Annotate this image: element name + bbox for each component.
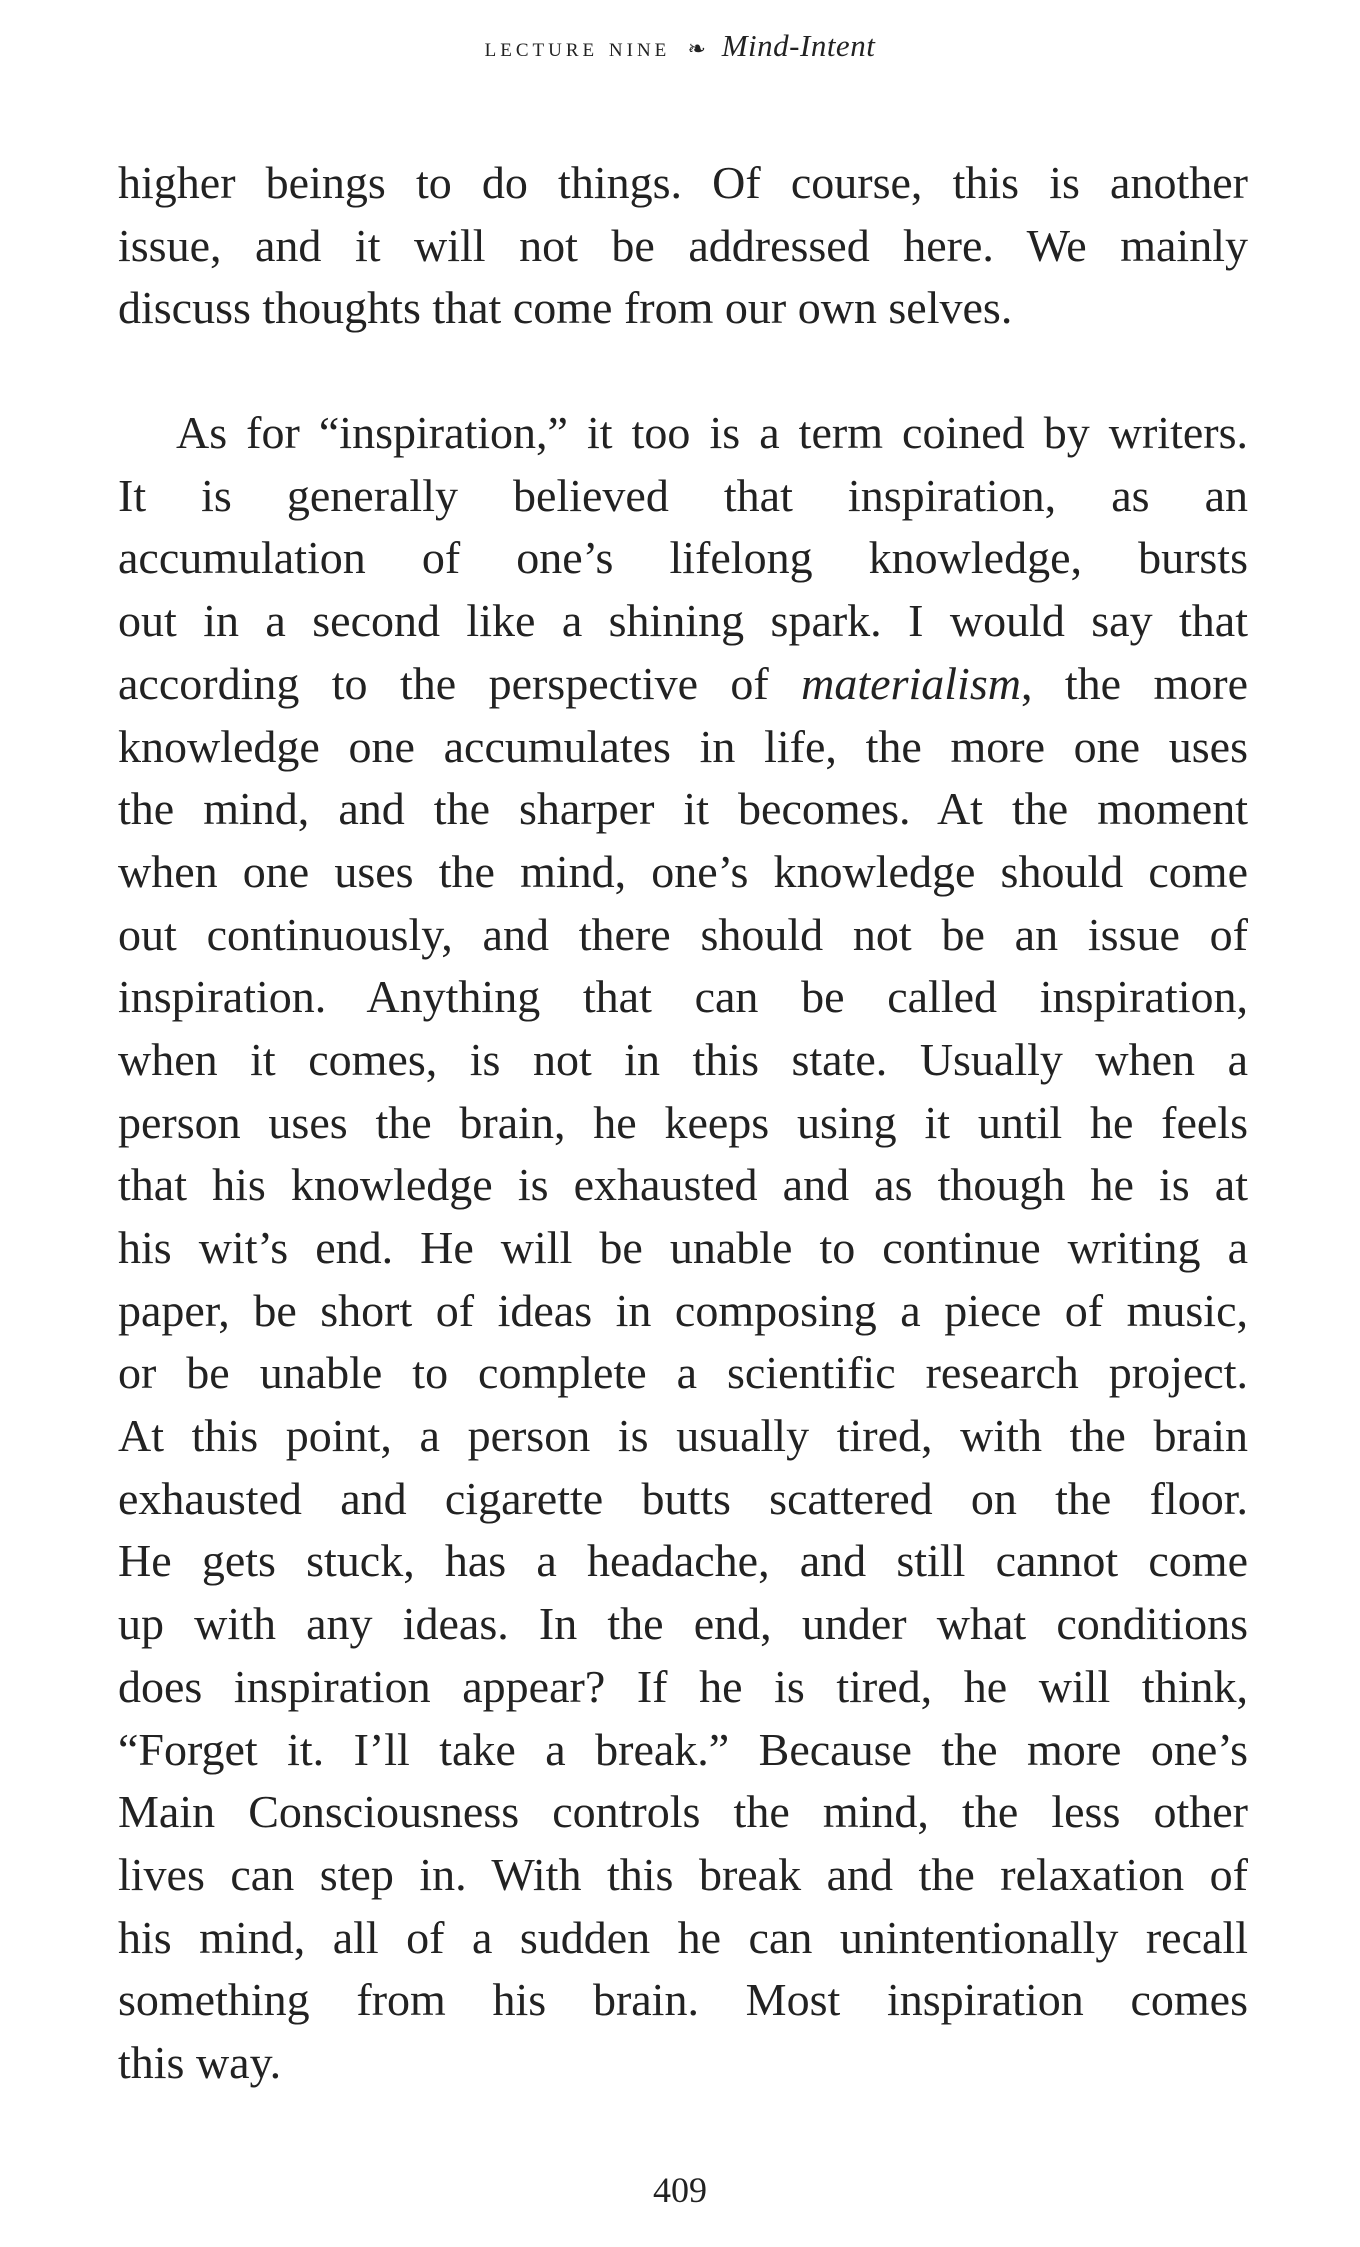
text-line: when it comes, is not in this state. Usually when a (118, 1033, 1248, 1085)
text-line: He gets stuck, has a headache, and still cannot come (118, 1535, 1248, 1587)
text-line: knowledge one accumulates in life, the more one uses (118, 720, 1248, 772)
body-text (118, 152, 1248, 2095)
text-line: issue, and it will not be addressed here. We mainly (118, 219, 1248, 271)
italic-term: materialism (801, 657, 1021, 709)
text-line: At this point, a person is usually tired, with the brain (118, 1410, 1248, 1462)
chapter-title: Mind-Intent (721, 28, 876, 63)
text-line: person uses the brain, he keeps using it until he feels (118, 1096, 1248, 1148)
text-line: this way. (118, 2036, 282, 2088)
text-line: paper, be short of ideas in composing a piece of music, (118, 1284, 1248, 1336)
text-line: exhausted and cigarette butts scattered on the floor. (118, 1472, 1248, 1524)
text-line: accumulation of one’s lifelong knowledge, bursts (118, 532, 1248, 584)
text-line: up with any ideas. In the end, under what conditions (118, 1598, 1248, 1650)
text-line: It is generally believed that inspiration, as an (118, 469, 1248, 521)
lecture-label: lecture nine (484, 32, 671, 62)
paragraph-1 (118, 152, 1248, 340)
text-line: As for “inspiration,” it too is a term coined by writers. (176, 407, 1248, 459)
text-line-with-italic (118, 653, 1248, 716)
text-line: out in a second like a shining spark. I would say that (118, 595, 1248, 647)
paragraph-2 (118, 402, 1248, 2095)
text-line: that his knowledge is exhausted and as though he is at (118, 1159, 1248, 1211)
fleuron-icon: ❧ (687, 36, 707, 61)
text-line: “Forget it. I’ll take a break.” Because the more one’s (118, 1723, 1248, 1775)
text-line: Main Consciousness controls the mind, the less other (118, 1786, 1248, 1838)
text-line: or be unable to complete a scientific research project. (118, 1347, 1248, 1399)
text-line: when one uses the mind, one’s knowledge should come (118, 845, 1248, 897)
paragraph-spacer (118, 340, 1248, 402)
text-line: does inspiration appear? If he is tired, he will think, (118, 1660, 1248, 1712)
text-line: higher beings to do things. Of course, this is another (118, 157, 1248, 208)
text-line: something from his brain. Most inspiration comes (118, 1974, 1248, 2026)
text-line: the mind, and the sharper it becomes. At the moment (118, 783, 1248, 835)
line-text: according to the perspective of (118, 657, 802, 709)
text-line: his mind, all of a sudden he can unintentionally recall (118, 1911, 1248, 1963)
line-text: , the more (1020, 657, 1248, 709)
page-number: 409 (653, 2170, 707, 2210)
text-line: inspiration. Anything that can be called inspiration, (118, 971, 1248, 1023)
text-line: his wit’s end. He will be unable to continue writing a (118, 1222, 1248, 1273)
running-head (0, 26, 1360, 69)
text-line: lives can step in. With this break and the relaxation of (118, 1848, 1248, 1900)
text-line: discuss thoughts that come from our own selves. (118, 282, 1013, 334)
text-line: out continuously, and there should not be an issue of (118, 908, 1248, 960)
